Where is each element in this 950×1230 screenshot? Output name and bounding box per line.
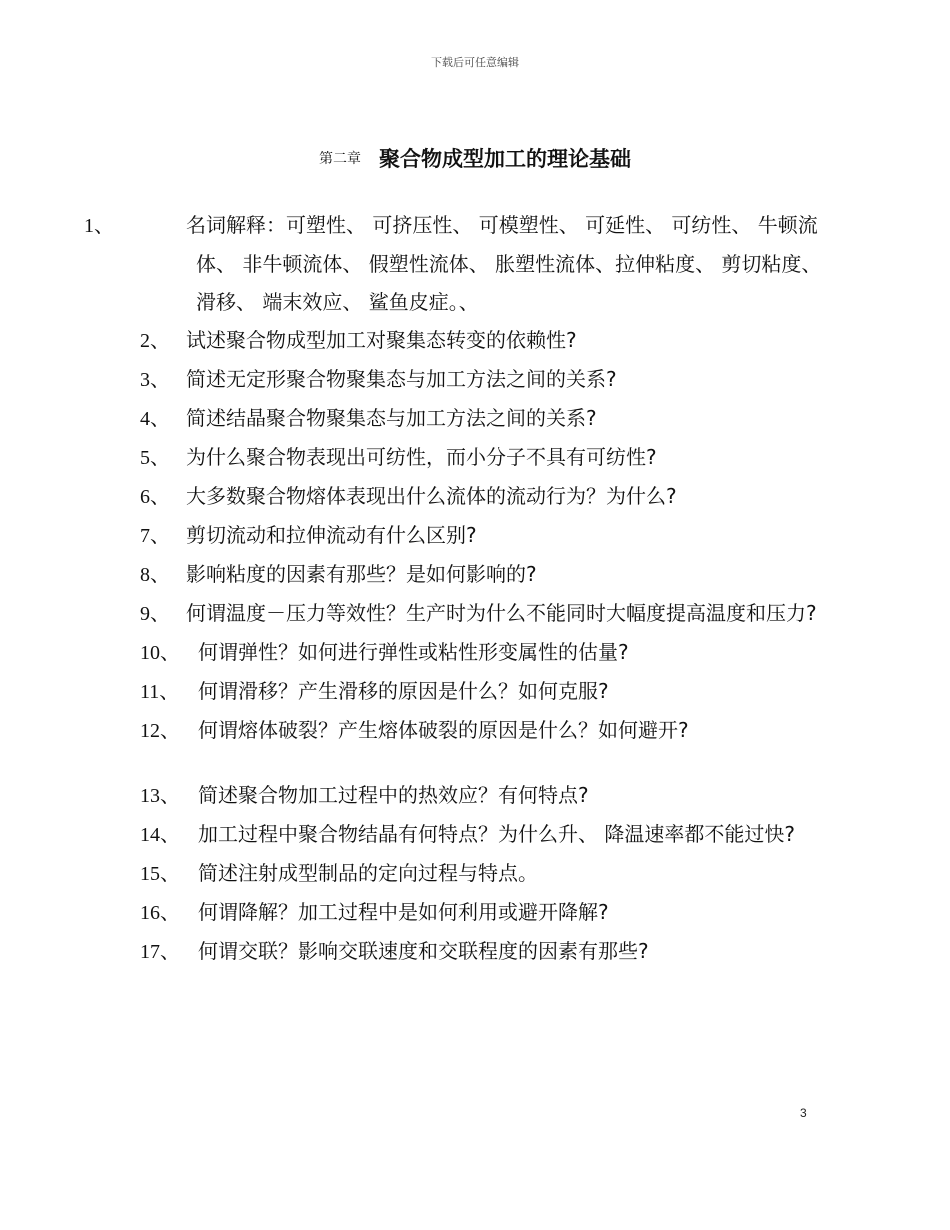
question-number: 15、 bbox=[140, 863, 180, 885]
question-number: 2、 bbox=[140, 330, 170, 352]
question-number: 6、 bbox=[140, 486, 170, 508]
question-text: 加工过程中聚合物结晶有何特点？为什么升、 降温速率都不能过快? bbox=[198, 822, 795, 846]
question-text: 剪切流动和拉伸流动有什么区别? bbox=[186, 523, 477, 547]
question-text: 简述注射成型制品的定向过程与特点。 bbox=[198, 861, 538, 885]
question-text: 何谓降解？加工过程中是如何利用或避开降解? bbox=[198, 900, 609, 924]
question-item bbox=[140, 321, 830, 360]
question-list bbox=[84, 206, 830, 971]
question-item bbox=[140, 516, 830, 555]
question-number: 1、 bbox=[84, 215, 114, 237]
question-item bbox=[140, 633, 830, 672]
question-item bbox=[140, 776, 830, 815]
chapter-heading bbox=[0, 143, 950, 173]
page-number: 3 bbox=[800, 1106, 807, 1120]
chapter-number: 第二章 bbox=[319, 151, 361, 167]
question-text: 简述聚合物加工过程中的热效应？有何特点? bbox=[198, 783, 589, 807]
question-text: 影响粘度的因素有那些？是如何影响的? bbox=[186, 562, 537, 586]
page-header-note: 下载后可任意编辑 bbox=[431, 56, 519, 69]
question-number: 13、 bbox=[140, 785, 180, 807]
question-number: 10、 bbox=[140, 642, 180, 664]
question-text: 为什么聚合物表现出可纺性，而小分子不具有可纺性? bbox=[186, 445, 657, 469]
question-text: 试述聚合物成型加工对聚集态转变的依赖性? bbox=[186, 328, 577, 352]
question-text: 何谓交联？影响交联速度和交联程度的因素有那些? bbox=[198, 939, 649, 963]
question-number: 16、 bbox=[140, 902, 180, 924]
question-number: 12、 bbox=[140, 720, 180, 742]
question-number: 17、 bbox=[140, 941, 180, 963]
question-number: 11、 bbox=[140, 681, 180, 703]
question-item bbox=[140, 932, 830, 971]
question-number: 4、 bbox=[140, 408, 170, 430]
question-item bbox=[140, 854, 830, 893]
question-item bbox=[140, 893, 830, 932]
question-item bbox=[140, 594, 830, 633]
question-item bbox=[140, 672, 830, 711]
question-text: 简述结晶聚合物聚集态与加工方法之间的关系? bbox=[186, 406, 597, 430]
question-number: 14、 bbox=[140, 824, 180, 846]
question-item bbox=[140, 711, 830, 750]
question-number: 3、 bbox=[140, 369, 170, 391]
question-text: 大多数聚合物熔体表现出什么流体的流动行为？为什么? bbox=[186, 484, 677, 508]
question-text: 何谓温度－压力等效性？生产时为什么不能同时大幅度提高温度和压力? bbox=[186, 601, 817, 625]
question-item bbox=[140, 477, 830, 516]
question-item bbox=[140, 438, 830, 477]
question-text: 何谓弹性？如何进行弹性或粘性形变属性的估量? bbox=[198, 640, 629, 664]
question-text: 何谓滑移？产生滑移的原因是什么？如何克服? bbox=[198, 679, 609, 703]
question-item bbox=[140, 399, 830, 438]
question-item bbox=[140, 360, 830, 399]
question-item bbox=[84, 206, 830, 321]
question-text: 简述无定形聚合物聚集态与加工方法之间的关系? bbox=[186, 367, 617, 391]
question-number: 5、 bbox=[140, 447, 170, 469]
question-number: 7、 bbox=[140, 525, 170, 547]
question-item bbox=[140, 555, 830, 594]
question-number: 9、 bbox=[140, 603, 170, 625]
question-text: 名词解释：可塑性、 可挤压性、 可模塑性、 可延性、 可纺性、 牛顿流体、 非牛顿流体、 假塑性流体、 胀塑性流体、拉伸粘度、 剪切粘度、 滑移、 端末效应、 鲨鱼皮症。、 bbox=[186, 213, 822, 314]
question-text: 何谓熔体破裂？产生熔体破裂的原因是什么？如何避开? bbox=[198, 718, 689, 742]
chapter-title: 聚合物成型加工的理论基础 bbox=[379, 147, 631, 171]
question-item bbox=[140, 815, 830, 854]
question-number: 8、 bbox=[140, 564, 170, 586]
